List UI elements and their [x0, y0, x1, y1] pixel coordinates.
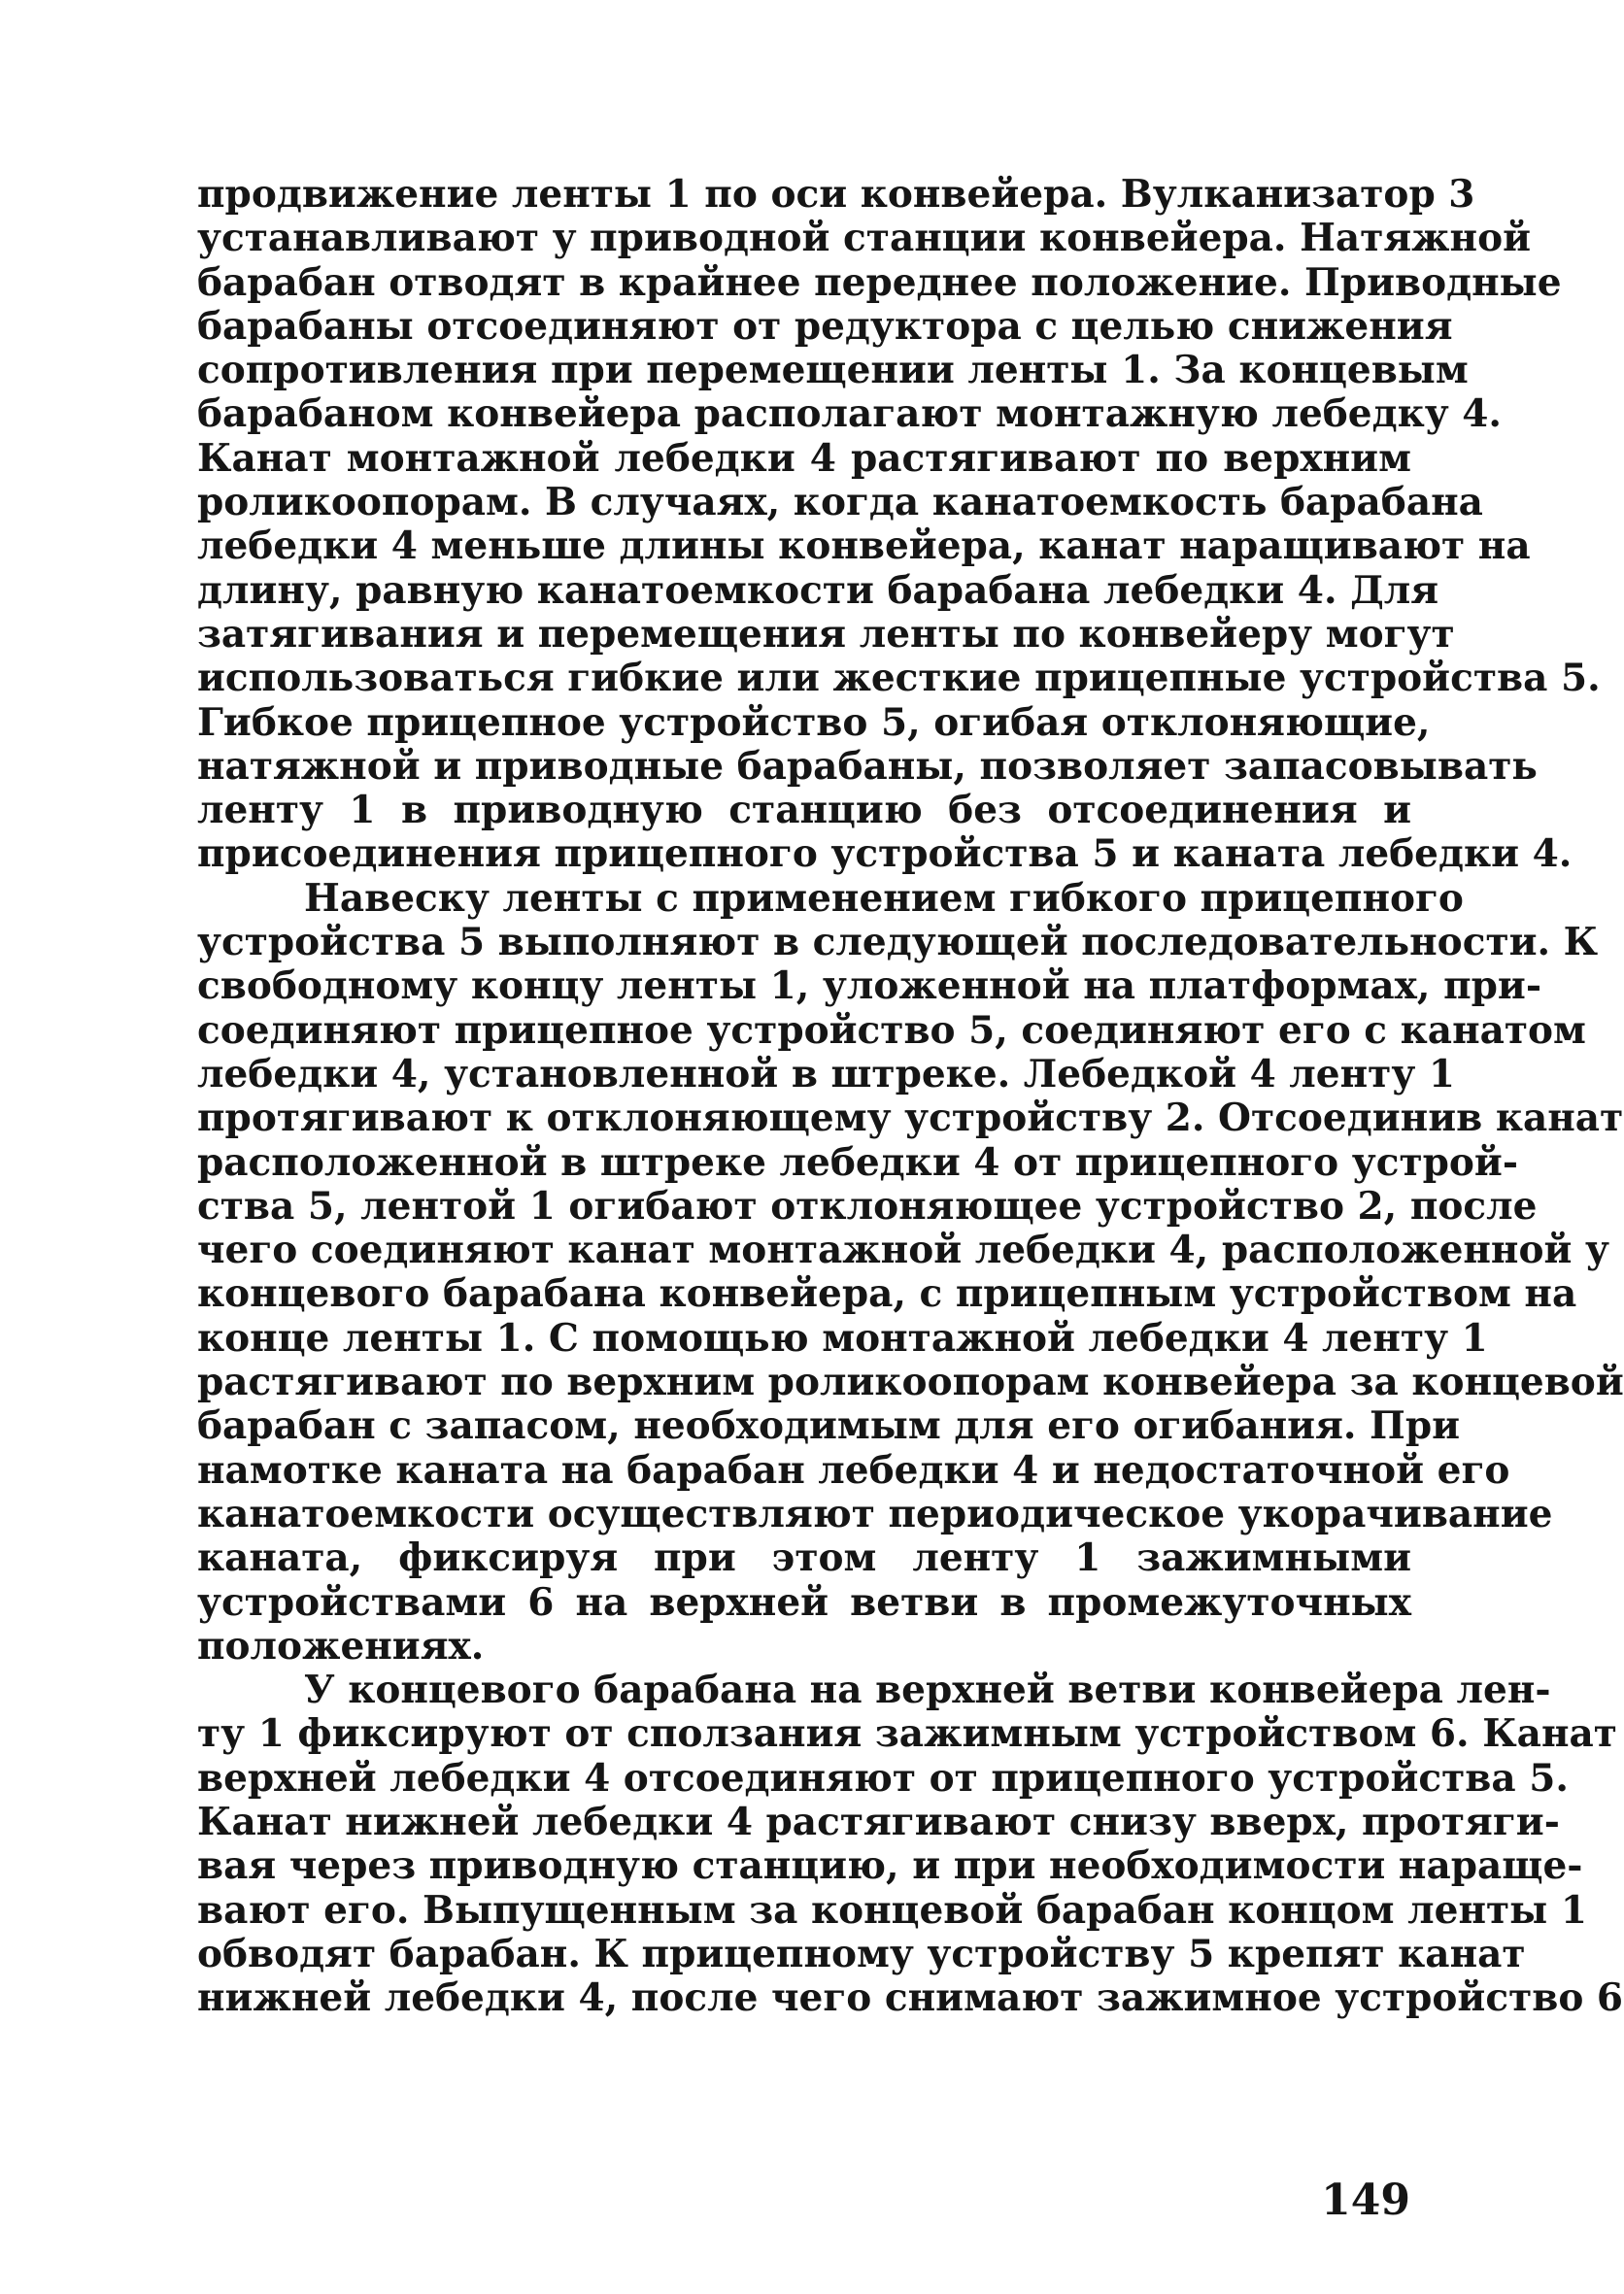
- text-line: лебедки 4, установленной в штреке. Лебедкой 4 ленту 1: [197, 1051, 1455, 1096]
- text-line: барабаны отсоединяют от редуктора с целью снижения: [197, 303, 1453, 349]
- text-line: ства 5, лентой 1 огибают отклоняющее устройство 2, после: [197, 1183, 1538, 1229]
- text-line: концевого барабана конвейера, с прицепным устройством на: [197, 1271, 1577, 1317]
- text-line: Навеску ленты с применением гибкого прицепного: [304, 875, 1464, 921]
- text-line: У концевого барабана на верхней ветви конвейера лен-: [304, 1668, 1551, 1713]
- text-line: нижней лебедки 4, после чего снимают зажимное устройство 6: [197, 1975, 1624, 2021]
- text-line: длину, равную канатоемкости барабана лебедки 4. Для: [197, 567, 1439, 613]
- text-line: роликоопорам. В случаях, когда канатоемкость барабана: [197, 480, 1483, 525]
- text-line: ту 1 фиксируют от сползания зажимным устройством 6. Канат: [197, 1711, 1617, 1757]
- text-line: барабан с запасом, необходимым для его огибания. При: [197, 1403, 1461, 1449]
- text-line: устройствами 6 на верхней ветви в промежуточных: [197, 1579, 1411, 1625]
- text-line: вая через приводную станцию, и при необходимости нараще-: [197, 1843, 1583, 1889]
- text-line: использоваться гибкие или жесткие прицепные устройства 5.: [197, 656, 1601, 701]
- text-line: намотке каната на барабан лебедки 4 и недостаточной его: [197, 1447, 1510, 1493]
- text-line: канатоемкости осуществляют периодическое укорачивание: [197, 1491, 1553, 1536]
- text-line: натяжной и приводные барабаны, позволяет запасовывать: [197, 743, 1538, 789]
- text-line: лебедки 4 меньше длины конвейера, канат наращивают на: [197, 523, 1531, 569]
- text-line: протягивают к отклоняющему устройству 2. Отсоединив канат: [197, 1096, 1624, 1141]
- text-line: сопротивления при перемещении ленты 1. За концевым: [197, 348, 1469, 393]
- text-line: обводят барабан. К прицепному устройству 5 крепят канат: [197, 1931, 1526, 1976]
- text-line: положениях.: [197, 1623, 485, 1669]
- text-line: Канат нижней лебедки 4 растягивают снизу вверх, протяги-: [197, 1799, 1560, 1844]
- text-line: растягивают по верхним роликоопорам конвейера за концевой: [197, 1360, 1624, 1405]
- paragraph-2: [197, 875, 1624, 1669]
- text-line: соединяют прицепное устройство 5, соединяют его с канатом: [197, 1007, 1586, 1053]
- body-text: [197, 172, 1624, 2021]
- text-line: свободному концу ленты 1, уложенной на платформах, при-: [197, 963, 1542, 1009]
- text-line: Гибкое прицепное устройство 5, огибая отклоняющие,: [197, 699, 1431, 745]
- text-line: каната, фиксируя при этом ленту 1 зажимными: [197, 1535, 1411, 1581]
- text-line: вают его. Выпущенным за концевой барабан концом ленты 1: [197, 1887, 1587, 1933]
- text-line: конце ленты 1. С помощью монтажной лебедки 4 ленту 1: [197, 1315, 1488, 1361]
- page-number: 149: [1321, 2176, 1410, 2225]
- paragraph-1: [197, 172, 1601, 877]
- text-line: барабаном конвейера располагают монтажную лебедку 4.: [197, 391, 1503, 437]
- text-line: верхней лебедки 4 отсоединяют от прицепного устройства 5.: [197, 1755, 1569, 1801]
- text-line: присоединения прицепного устройства 5 и каната лебедки 4.: [197, 831, 1573, 877]
- text-line: устанавливают у приводной станции конвейера. Натяжной: [197, 216, 1532, 261]
- text-line: Канат монтажной лебедки 4 растягивают по верхним: [197, 435, 1411, 481]
- text-line: расположенной в штреке лебедки 4 от прицепного устрой-: [197, 1139, 1519, 1185]
- text-line: барабан отводят в крайнее переднее положение. Приводные: [197, 259, 1562, 305]
- text-line: чего соединяют канат монтажной лебедки 4, расположенной у: [197, 1228, 1609, 1273]
- text-line: ленту 1 в приводную станцию без отсоединения и: [197, 788, 1411, 833]
- text-line: продвижение ленты 1 по оси конвейера. Вулканизатор 3: [197, 172, 1475, 217]
- paragraph-3: [197, 1668, 1624, 2021]
- text-line: устройства 5 выполняют в следующей последовательности. К: [197, 920, 1599, 965]
- text-line: затягивания и перемещения ленты по конвейеру могут: [197, 611, 1455, 657]
